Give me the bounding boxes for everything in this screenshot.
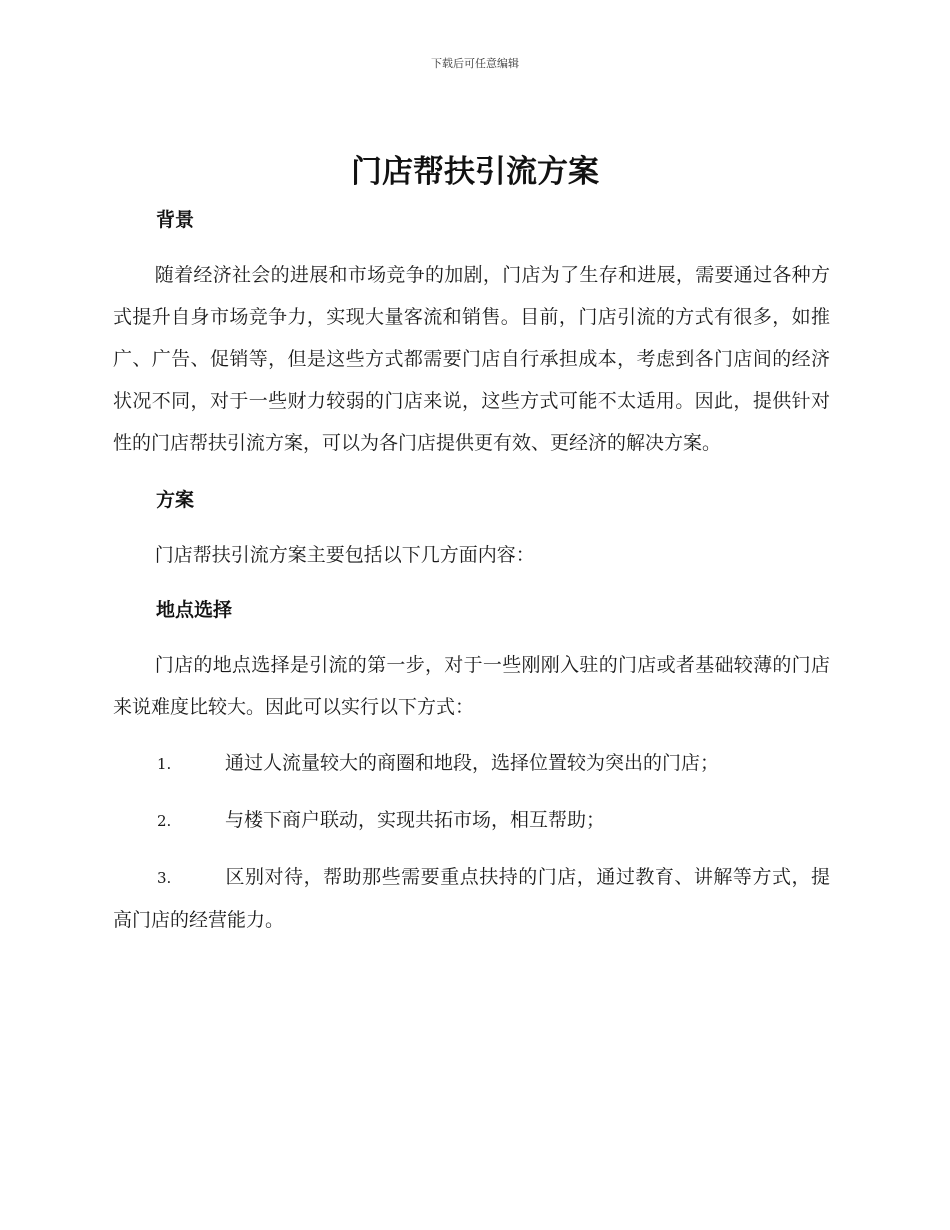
header-note: 下载后可任意编辑 — [431, 57, 519, 70]
list-number: 2. — [157, 812, 172, 830]
list-item-text: 区别对待，帮助那些需要重点扶持的门店，通过教育、讲解等方式，提高门店的经营能力。 — [113, 866, 830, 931]
list-number: 3. — [157, 869, 172, 887]
section-heading-plan: 方案 — [156, 489, 195, 511]
list-item — [113, 742, 830, 785]
list-number: 1. — [157, 755, 172, 773]
location-paragraph: 门店的地点选择是引流的第一步，对于一些刚刚入驻的门店或者基础较薄的门店来说难度比较大。因此可以实行以下方式： — [113, 654, 830, 718]
background-paragraph: 随着经济社会的进展和市场竞争的加剧，门店为了生存和进展，需要通过各种方式提升自身市场竞争力，实现大量客流和销售。目前，门店引流的方式有很多，如推广、广告、促销等，但是这些方式都需要门店自行承担成本，考虑到各门店间的经济状况不同，对于一些财力较弱的门店来说，这些方式可能不太适用。因此，提供针对性的门店帮扶引流方案，可以为各门店提供更有效、更经济的解决方案。 — [113, 264, 830, 454]
list-item-text: 通过人流量较大的商圈和地段，选择位置较为突出的门店； — [225, 752, 720, 774]
list-item — [113, 856, 830, 941]
list-item — [113, 799, 830, 842]
section-heading-background: 背景 — [156, 209, 195, 231]
section-heading-location: 地点选择 — [156, 599, 233, 621]
plan-paragraph: 门店帮扶引流方案主要包括以下几方面内容： — [154, 544, 535, 566]
list-item-text: 与楼下商户联动，实现共拓市场，相互帮助； — [225, 809, 606, 831]
document-body — [113, 198, 830, 941]
document-title: 门店帮扶引流方案 — [351, 154, 599, 190]
